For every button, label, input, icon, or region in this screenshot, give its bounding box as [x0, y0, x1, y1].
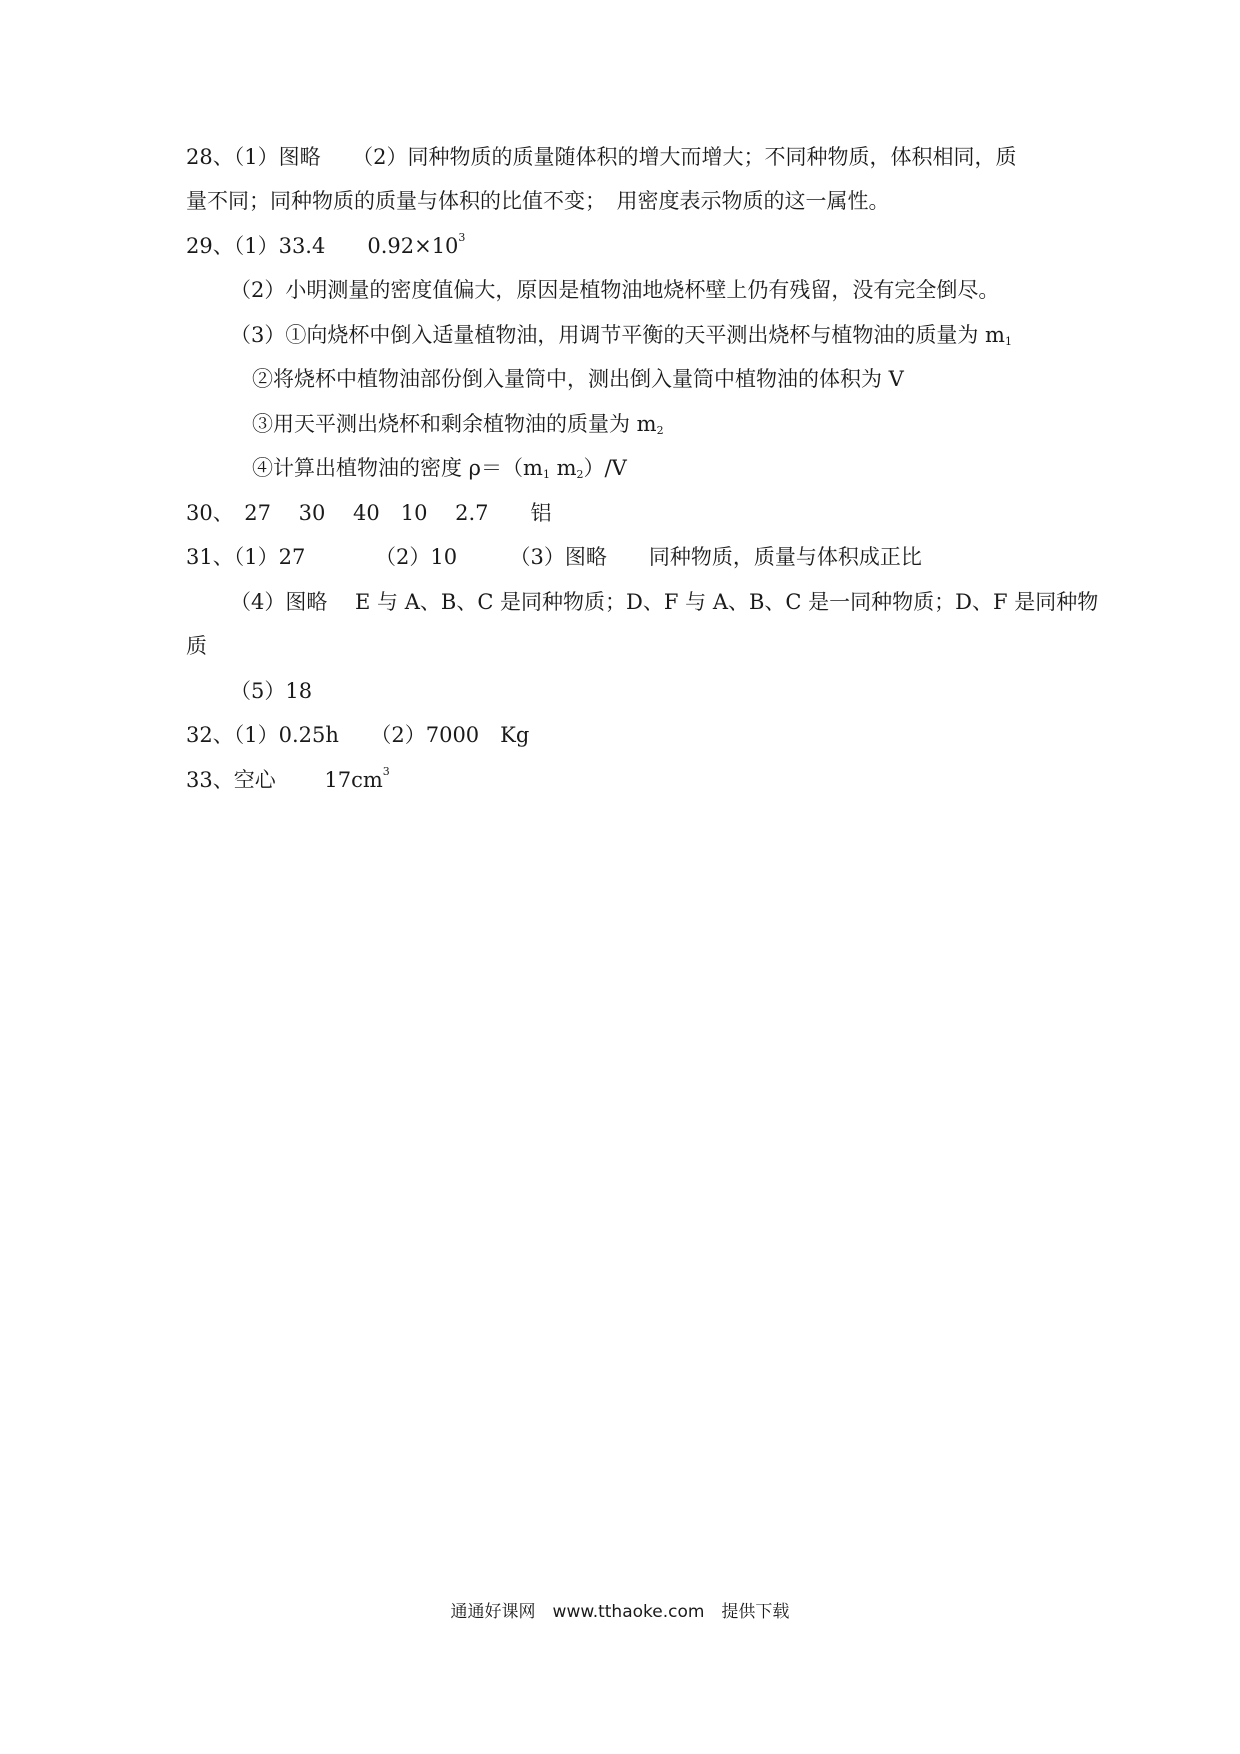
answer-29-step-1: （3）①向烧杯中倒入适量植物油，用调节平衡的天平测出烧杯与植物油的质量为 m: [230, 323, 1005, 347]
answer-29-line-3: [230, 320, 1012, 350]
subscript: 1: [542, 468, 550, 481]
density-formula-end: ）/V: [583, 456, 627, 480]
answer-31-line-2: （4）图略 E 与 A、B、C 是同种物质；D、F 与 A、B、C 是一同种物质；D、F 是同种物: [230, 590, 1099, 614]
page-footer: 通通好课网 www.tthaoke.com 提供下载: [450, 1602, 790, 1622]
answer-29-step-2: ②将烧杯中植物油部份倒入量筒中，测出倒入量筒中植物油的体积为 V: [252, 367, 904, 391]
answer-29-step-4: [252, 453, 627, 483]
answer-31-line-4: （5）18: [230, 679, 313, 703]
answer-29-part1-values: 29、（1）33.4 0.92×10: [186, 234, 459, 258]
answer-31-line-1: 31、（1）27 （2）10 （3）图略 同种物质，质量与体积成正比: [186, 545, 922, 569]
answer-31-line-3: 质: [186, 634, 207, 658]
answer-33-line-1: [186, 765, 390, 795]
answer-29-step-3: ③用天平测出烧杯和剩余植物油的质量为 m: [252, 412, 657, 436]
density-formula-start: ④计算出植物油的密度 ρ＝（m: [252, 456, 543, 480]
answer-29-line-2: （2）小明测量的密度值偏大，原因是植物油地烧杯壁上仍有残留，没有完全倒尽。: [230, 278, 1000, 302]
answer-28-line-2: 量不同；同种物质的质量与体积的比值不变； 用密度表示物质的这一属性。: [186, 189, 890, 213]
subscript: 2: [576, 468, 584, 481]
answer-32-line-1: 32、（1）0.25h （2）7000 Kg: [186, 723, 530, 747]
exponent: 3: [382, 765, 390, 778]
density-formula-mid: m: [549, 456, 577, 480]
answer-30-line-1: 30、 27 30 40 10 2.7 铝: [186, 501, 552, 525]
answer-33-text: 33、空心 17cm: [186, 768, 383, 792]
answer-29-line-5: [252, 409, 664, 439]
subscript: 1: [1004, 335, 1012, 348]
exponent: 3: [458, 231, 466, 244]
subscript: 2: [656, 424, 664, 437]
answer-29-line-1: [186, 231, 465, 261]
answer-28-line-1: 28、（1）图略 （2）同种物质的质量随体积的增大而增大；不同种物质，体积相同，质: [186, 145, 1017, 169]
